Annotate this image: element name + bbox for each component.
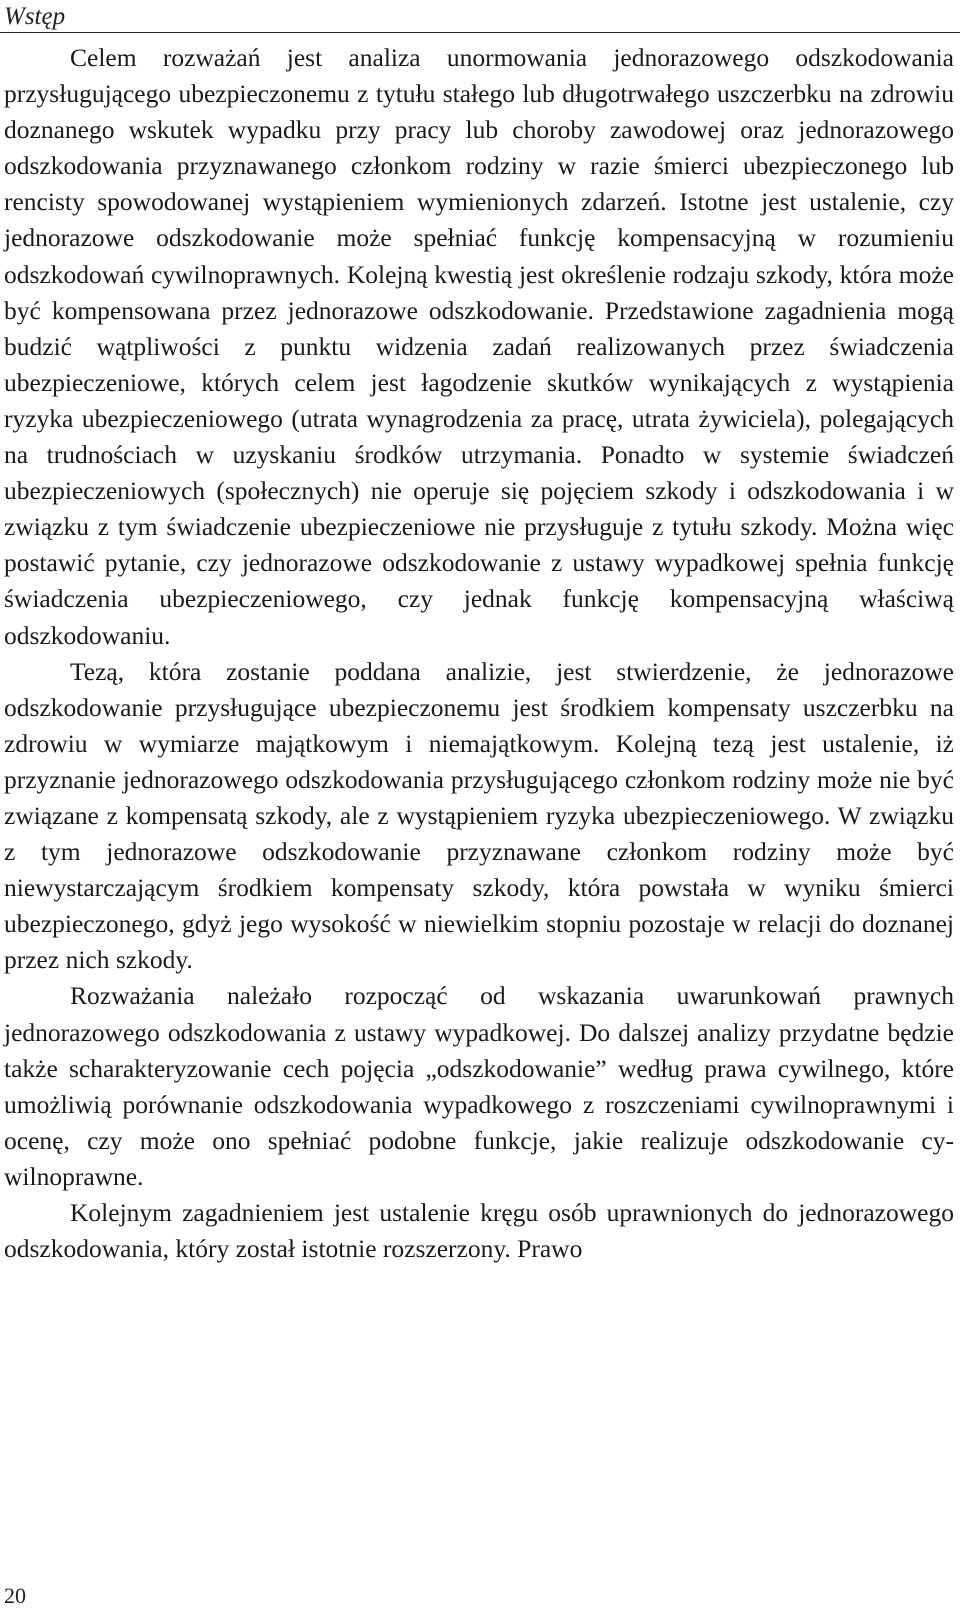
paragraph: Celem rozważań jest analiza unormowania jednorazowego odszkodowania przysługującego ubezpieczonemu z tytułu stałego lub długotrwałego uszczerbku na zdrowiu doznanego wskutek wypadku przy pracy lub choroby zawodowej oraz jednorazowego odszkodowania przyznawanego członkom rodziny w razie śmierci ubezpieczonego lub rencisty spowodowanej wystąpieniem wymienionych zdarzeń. Istotne jest ustalenie, czy jednorazowe odszkodowanie może spełniać funkcję kompensacyjną w rozumieniu odszkodowań cywilnoprawnych. Kolejną kwestią jest określenie rodzaju szkody, która może być kompensowana przez jednorazowe odszkodowanie. Przedstawione zagadnienia mogą budzić wątpliwości z punktu widzenia zadań realizowanych przez świadczenia ubezpieczeniowe, których celem jest łagodzenie skutków wynikających z wystąpienia ryzyka ubezpieczeniowego (utrata wynagrodzenia za pracę, utrata żywiciela), polegających na trudnościach w uzyskaniu środków utrzymania. Ponadto w systemie świadczeń ubezpieczeniowych (społecznych) nie operuje się pojęciem szkody i odszkodowania i w związku z tym świadczenie ubezpieczeniowe nie przysługuje z tytułu szkody. Można więc postawić pytanie, czy jednorazowe odszkodowanie z ustawy wypadkowej spełnia funkcję świadczenia ubezpieczeniowego, czy jednak funkcję kompensacyjną właściwą odszkodowaniu. (4, 43, 954, 650)
paragraph: Kolejnym zagadnieniem jest ustalenie kręgu osób uprawnionych do jednorazowego odszkodowania, który został istotnie rozszerzony. Prawo (4, 1198, 954, 1264)
body-text (4, 40, 954, 1267)
header-rule (0, 32, 960, 33)
running-head-title: Wstęp (4, 3, 66, 30)
paragraph: Rozważania należało rozpocząć od wskazania uwarunkowań prawnych jednorazowego odszkodowania z ustawy wypadkowej. Do dalszej analizy przydatne będzie także scharakteryzowanie cech pojęcia „odszkodowanie” według prawa cywilnego, które umożliwią porównanie odszkodowania wypadkowego z roszczeniami cywilnoprawnymi i ocenę, czy może ono spełniać podobne funkcje, jakie realizuje odszkodowanie cywilnoprawne. (4, 981, 954, 1191)
page-number: 20 (4, 1583, 26, 1608)
paragraph: Tezą, która zostanie poddana analizie, jest stwierdzenie, że jednorazowe odszkodowanie przysługujące ubezpieczonemu jest środkiem kompensaty uszczerbku na zdrowiu w wymiarze majątkowym i niemajątkowym. Kolejną tezą jest ustalenie, iż przyznanie jednorazowego odszkodowania przysługującego członkom rodziny może nie być związane z kompensatą szkody, ale z wystąpieniem ryzyka ubezpieczeniowego. W związku z tym jednorazowe odszkodowanie przyznawane członkom rodziny może być niewystarczającym środkiem kompensaty szkody, która powstała w wyniku śmierci ubezpieczonego, gdyż jego wysokość w niewielkim stopniu pozostaje w relacji do doznanej przez nich szkody. (4, 656, 954, 975)
